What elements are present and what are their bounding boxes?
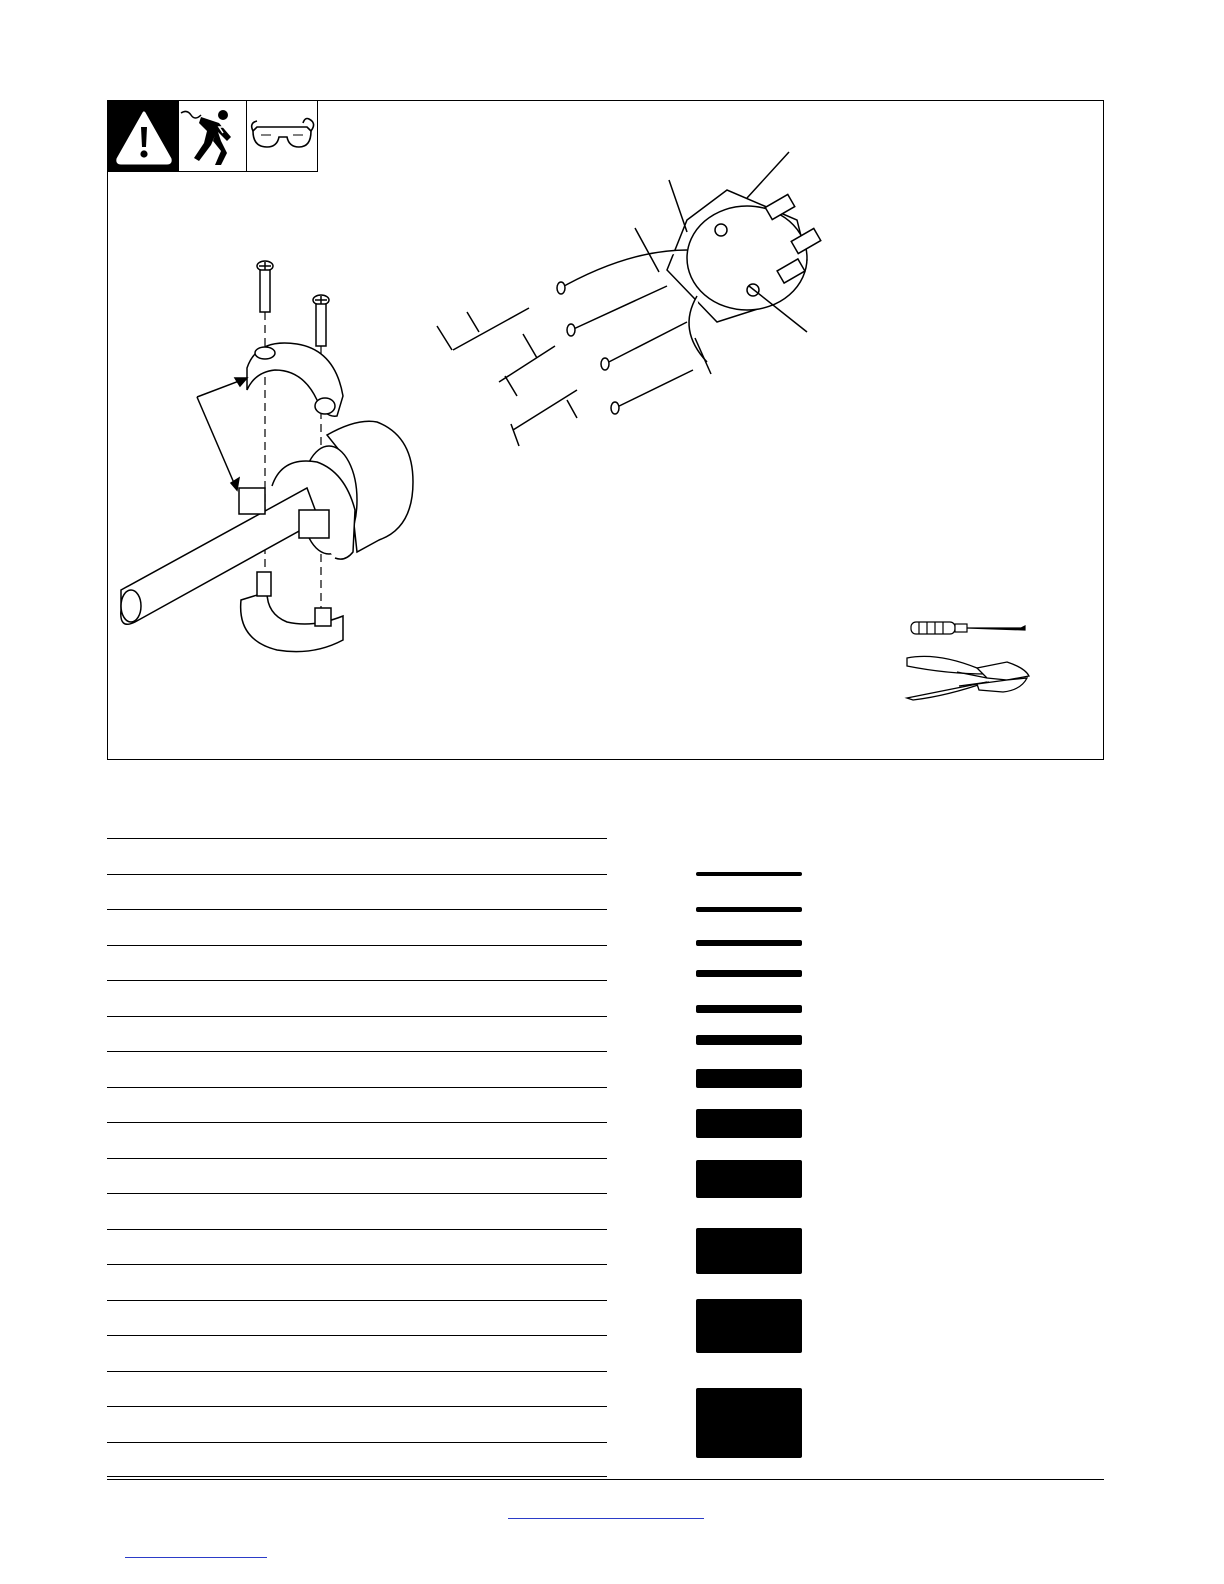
gauge-bar [696,1035,802,1045]
table-row [107,874,607,910]
gauge-bar [696,1299,802,1353]
gauge-bar [696,1005,802,1013]
footer-link-secondary[interactable] [125,1557,267,1558]
footer-link-primary[interactable] [508,1518,704,1519]
plug-connector [557,190,821,414]
gauge-bar [696,1109,802,1138]
table-row [107,1264,607,1300]
table-row [107,1229,607,1265]
gauge-bar [696,970,802,977]
table-row [107,1406,607,1442]
footer-rule [107,1479,1104,1480]
gauge-bar [696,907,802,912]
table-row [107,945,607,981]
table-row [107,1371,607,1407]
table-row [107,1158,607,1194]
screw-right [313,295,329,346]
assembly-illustration [107,100,1104,760]
gauge-bar [696,1388,802,1458]
screwdriver-icon [911,622,1025,634]
table-row [107,1087,607,1123]
gauge-bar [696,940,802,946]
table-row [107,1051,607,1087]
gauge-bar-chart [696,860,802,1460]
strip-length-dimensions [437,308,577,446]
table-row [107,1300,607,1336]
table-row [107,909,607,945]
cable-clamp-assembly [121,261,413,652]
gauge-bar [696,1069,802,1088]
table-row [107,1122,607,1158]
table-row [107,1016,607,1052]
gauge-bar [696,1160,802,1198]
table-row [107,1442,607,1478]
table-row [107,838,607,874]
table-row [107,1335,607,1371]
clamp-leader-arrows [197,378,247,490]
reference-table [107,838,607,1477]
screw-left [257,261,273,312]
wire-stripper-icon [907,656,1029,700]
gauge-bar [696,872,802,876]
table-row [107,980,607,1016]
table-row [107,1193,607,1229]
gauge-bar [696,1228,802,1274]
